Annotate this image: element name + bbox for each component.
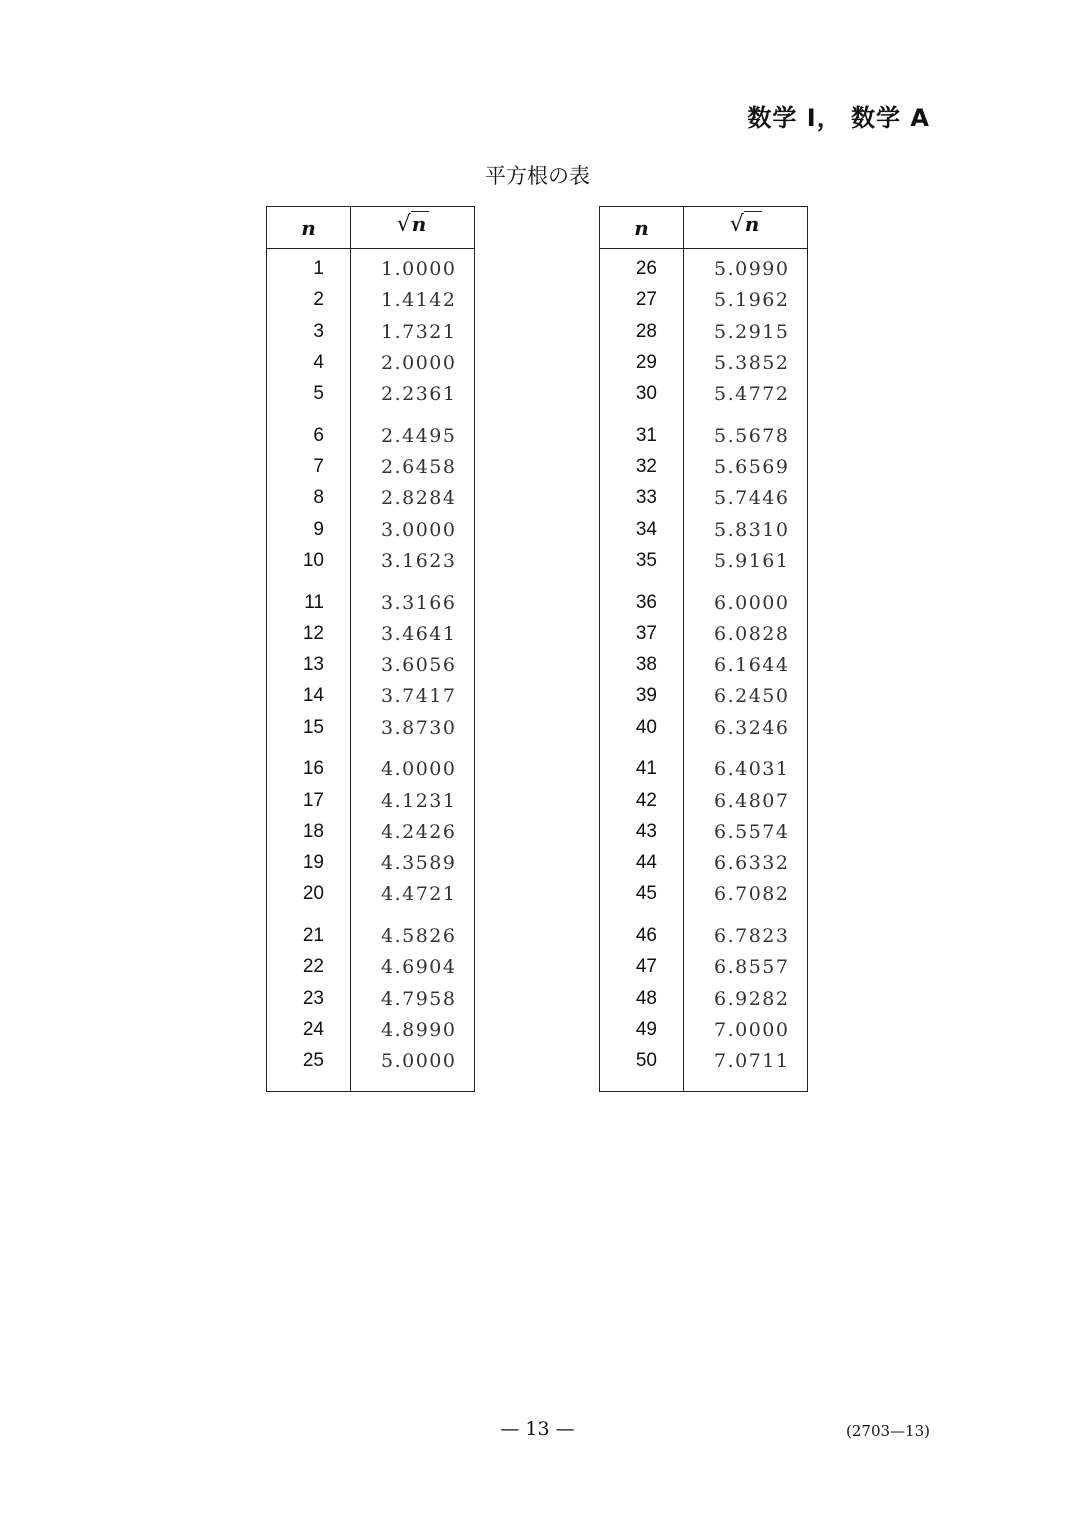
table-row	[600, 254, 807, 284]
cell-n: 30	[635, 383, 657, 404]
cell-sqrt: 6.4807	[714, 789, 790, 812]
cell-n: 22	[302, 956, 324, 978]
cell-sqrt: 6.7823	[714, 925, 790, 947]
cell-n: 14	[302, 685, 324, 707]
cell-n: 39	[635, 685, 657, 707]
cell-sqrt: 3.7417	[381, 685, 457, 708]
table-row	[267, 713, 474, 743]
cell-n: 48	[635, 987, 657, 1009]
cell-sqrt: 4.1231	[381, 789, 457, 812]
table-row	[600, 588, 807, 618]
table-row	[600, 515, 807, 545]
cell-sqrt: 5.6569	[714, 456, 790, 478]
cell-n: 44	[635, 852, 657, 873]
cell-n: 1	[313, 258, 324, 279]
cell-n: 2	[313, 289, 324, 311]
cell-n: 17	[302, 789, 324, 811]
cell-n: 31	[635, 424, 657, 446]
cell-n: 3	[313, 320, 324, 342]
cell-n: 16	[302, 758, 324, 780]
cell-n: 18	[302, 820, 324, 842]
cell-sqrt: 6.2450	[714, 685, 790, 708]
cell-sqrt: 5.5678	[714, 424, 790, 447]
cell-n: 21	[302, 925, 324, 946]
cell-n: 38	[635, 654, 657, 675]
cell-n: 12	[302, 622, 324, 644]
table-row	[267, 317, 474, 347]
table-row	[600, 379, 807, 409]
cell-sqrt: 6.1644	[714, 654, 790, 676]
cell-n: 34	[635, 518, 657, 540]
cell-n: 15	[302, 716, 324, 738]
cell-n: 6	[313, 424, 324, 446]
cell-n: 29	[635, 351, 657, 373]
cell-sqrt: 3.6056	[381, 654, 457, 676]
cell-sqrt: 5.7446	[714, 487, 790, 510]
cell-n: 41	[635, 758, 657, 780]
cell-n: 8	[313, 487, 324, 509]
cell-sqrt: 4.2426	[381, 820, 457, 843]
cell-sqrt: 2.2361	[381, 383, 457, 405]
table-header	[267, 207, 474, 249]
table-row	[267, 588, 474, 618]
cell-sqrt: 6.4031	[714, 758, 790, 781]
cell-sqrt: 5.9161	[714, 549, 790, 572]
table-row	[267, 817, 474, 847]
table-row	[267, 786, 474, 816]
table-row	[267, 515, 474, 545]
cell-sqrt: 5.2915	[714, 320, 790, 343]
table-row	[600, 650, 807, 680]
table-row	[267, 921, 474, 951]
cell-sqrt: 5.1962	[714, 289, 790, 312]
cell-sqrt: 7.0711	[714, 1050, 790, 1072]
table-row	[600, 1015, 807, 1045]
table-row	[267, 483, 474, 513]
cell-n: 32	[635, 456, 657, 477]
cell-n: 20	[302, 883, 324, 905]
cell-n: 36	[635, 591, 657, 613]
cell-sqrt: 4.0000	[381, 758, 457, 781]
radical-sign-icon: √	[396, 212, 411, 237]
cell-sqrt: 6.0828	[714, 622, 790, 645]
cell-sqrt: 6.7082	[714, 883, 790, 906]
table-row	[267, 348, 474, 378]
cell-n: 49	[635, 1018, 657, 1040]
cell-sqrt: 6.6332	[714, 852, 790, 874]
table-row	[600, 681, 807, 711]
table-row	[600, 879, 807, 909]
cell-sqrt: 1.0000	[381, 258, 457, 280]
table-row	[600, 984, 807, 1014]
page-number: — 13 —	[500, 1418, 575, 1440]
table-row	[267, 421, 474, 451]
cell-sqrt: 5.3852	[714, 351, 790, 374]
cell-sqrt: 6.8557	[714, 956, 790, 979]
cell-n: 11	[304, 591, 324, 613]
cell-n: 13	[302, 654, 324, 675]
cell-sqrt: 3.3166	[381, 591, 457, 614]
table-row	[600, 921, 807, 951]
table-row	[600, 285, 807, 315]
radical-sign-icon: √	[729, 212, 744, 237]
table-row	[600, 619, 807, 649]
cell-sqrt: 2.8284	[381, 487, 457, 510]
cell-n: 46	[635, 925, 657, 946]
table-row	[600, 754, 807, 784]
table-row	[267, 754, 474, 784]
cell-n: 19	[302, 852, 324, 873]
cell-sqrt: 3.1623	[381, 549, 457, 572]
cell-n: 24	[302, 1018, 324, 1040]
table-row	[600, 713, 807, 743]
cell-sqrt: 2.6458	[381, 456, 457, 478]
table-header	[600, 207, 807, 249]
header-sqrt-n-label: n	[411, 211, 430, 236]
square-root-table-left	[266, 206, 475, 1092]
table-row	[267, 650, 474, 680]
cell-sqrt: 2.0000	[381, 351, 457, 374]
cell-sqrt: 5.0990	[714, 258, 790, 280]
cell-sqrt: 5.0000	[381, 1050, 457, 1072]
table-title: 平方根の表	[485, 164, 590, 188]
cell-n: 28	[635, 320, 657, 342]
table-row	[600, 817, 807, 847]
table-row	[600, 421, 807, 451]
cell-n: 4	[313, 351, 324, 373]
cell-n: 37	[635, 622, 657, 644]
cell-n: 25	[302, 1050, 324, 1071]
cell-n: 50	[635, 1050, 657, 1071]
table-row	[600, 546, 807, 576]
cell-sqrt: 1.7321	[381, 320, 457, 343]
cell-sqrt: 5.4772	[714, 383, 790, 405]
cell-n: 33	[635, 487, 657, 509]
table-row	[600, 1046, 807, 1076]
cell-sqrt: 3.0000	[381, 518, 457, 541]
cell-sqrt: 3.8730	[381, 716, 457, 739]
table-row	[600, 848, 807, 878]
cell-sqrt: 1.4142	[381, 289, 457, 312]
cell-sqrt: 2.4495	[381, 424, 457, 447]
cell-n: 7	[313, 456, 324, 477]
subject-title: 数学 I， 数学 A	[747, 104, 930, 132]
table-row	[267, 619, 474, 649]
cell-n: 27	[635, 289, 657, 311]
cell-n: 9	[313, 518, 324, 540]
cell-sqrt: 6.3246	[714, 716, 790, 739]
header-sqrt-n-label: n	[744, 211, 763, 236]
table-row	[600, 952, 807, 982]
cell-n: 35	[635, 549, 657, 571]
cell-sqrt: 4.6904	[381, 956, 457, 979]
cell-n: 47	[635, 956, 657, 978]
table-row	[267, 379, 474, 409]
cell-n: 42	[635, 789, 657, 811]
cell-n: 40	[635, 716, 657, 738]
table-row	[267, 285, 474, 315]
table-row	[600, 452, 807, 482]
table-row	[267, 952, 474, 982]
cell-n: 43	[635, 820, 657, 842]
header-sqrt-n	[684, 212, 808, 237]
cell-sqrt: 6.9282	[714, 987, 790, 1010]
document-code: (2703—13)	[846, 1422, 930, 1440]
table-row	[600, 348, 807, 378]
table-row	[267, 984, 474, 1014]
cell-sqrt: 6.0000	[714, 591, 790, 614]
square-root-table-right	[599, 206, 808, 1092]
table-row	[267, 681, 474, 711]
table-row	[267, 546, 474, 576]
header-sqrt-n	[351, 212, 475, 237]
cell-sqrt: 4.5826	[381, 925, 457, 947]
cell-n: 45	[635, 883, 657, 905]
table-row	[600, 786, 807, 816]
cell-sqrt: 4.3589	[381, 852, 457, 874]
table-row	[267, 879, 474, 909]
table-row	[600, 317, 807, 347]
table-row	[267, 452, 474, 482]
cell-n: 23	[302, 987, 324, 1009]
cell-sqrt: 4.4721	[381, 883, 457, 906]
header-n: n	[301, 216, 316, 240]
cell-sqrt: 7.0000	[714, 1018, 790, 1041]
table-row	[600, 483, 807, 513]
cell-n: 26	[635, 258, 657, 279]
table-row	[267, 1046, 474, 1076]
table-row	[267, 254, 474, 284]
cell-n: 5	[313, 383, 324, 404]
table-row	[267, 848, 474, 878]
cell-sqrt: 5.8310	[714, 518, 790, 541]
cell-sqrt: 3.4641	[381, 622, 457, 645]
cell-sqrt: 4.7958	[381, 987, 457, 1010]
table-row	[267, 1015, 474, 1045]
cell-sqrt: 6.5574	[714, 820, 790, 843]
cell-sqrt: 4.8990	[381, 1018, 457, 1041]
cell-n: 10	[302, 549, 324, 571]
header-n: n	[634, 216, 649, 240]
